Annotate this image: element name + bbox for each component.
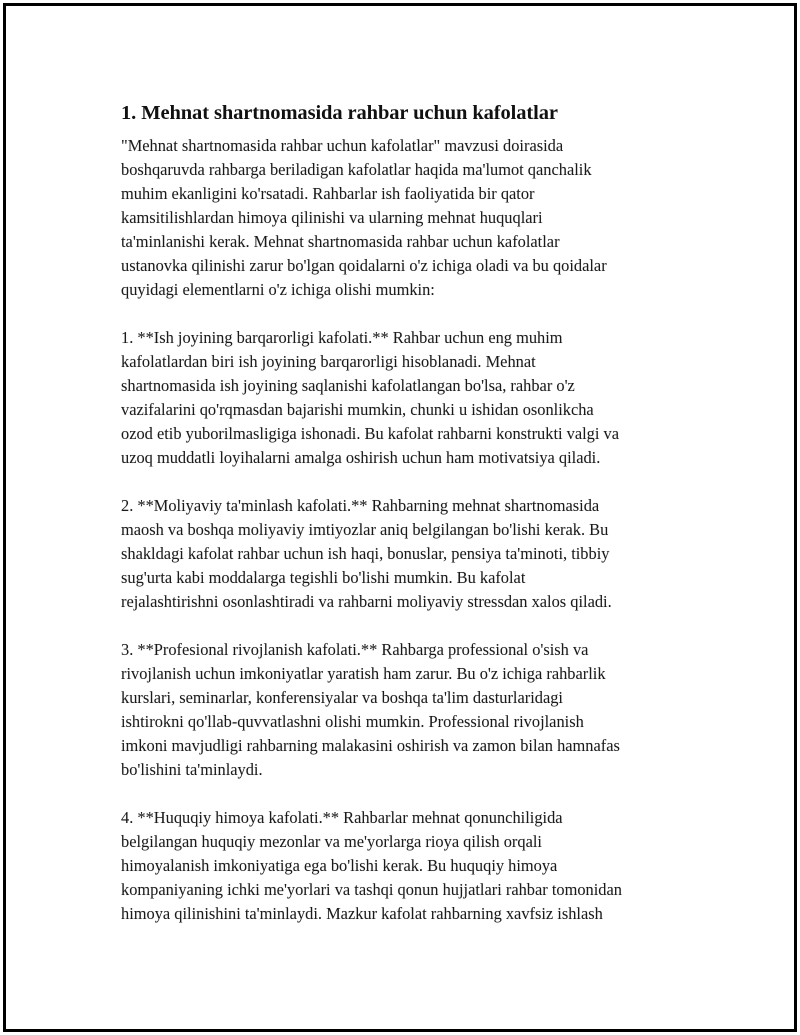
paragraph-line: 4. **Huquqiy himoya kafolati.** Rahbarlar mehnat qonunchiligida: [121, 808, 563, 827]
professional-development-paragraph: [121, 638, 701, 782]
paragraph-line: kafolatlardan biri ish joyining barqarorligi hisoblanadi. Mehnat: [121, 352, 536, 371]
paragraph-line: muhim ekanligini ko'rsatadi. Rahbarlar ish faoliyatida bir qator: [121, 184, 535, 203]
paragraph-line: ta'minlanishi kerak. Mehnat shartnomasida rahbar uchun kafolatlar: [121, 232, 560, 251]
job-stability-paragraph: [121, 326, 701, 470]
paragraph-line: 2. **Moliyaviy ta'minlash kafolati.** Rahbarning mehnat shartnomasida: [121, 496, 600, 515]
paragraph-line: himoyalanish imkoniyatiga ega bo'lishi kerak. Bu huquqiy himoya: [121, 856, 558, 875]
paragraph-line: shartnomasida ish joyining saqlanishi kafolatlangan bo'lsa, rahbar o'z: [121, 376, 575, 395]
document-body: [121, 100, 701, 950]
paragraph-line: bo'lishini ta'minlaydi.: [121, 760, 263, 779]
paragraph-line: quyidagi elementlarni o'z ichiga olishi mumkin:: [121, 280, 435, 299]
paragraph-line: kompaniyaning ichki me'yorlari va tashqi qonun hujjatlari rahbar tomonidan: [121, 880, 622, 899]
page-frame: [3, 3, 797, 1032]
paragraph-line: ozod etib yuborilmasligiga ishonadi. Bu kafolat rahbarni konstrukti valgi va: [121, 424, 619, 443]
document-title: 1. Mehnat shartnomasida rahbar uchun kafolatlar: [121, 102, 558, 124]
paragraph-line: sug'urta kabi moddalarga tegishli bo'lishi mumkin. Bu kafolat: [121, 568, 526, 587]
paragraph-line: 3. **Profesional rivojlanish kafolati.** Rahbarga professional o'sish va: [121, 640, 589, 659]
paragraph-line: vazifalarini qo'rqmasdan bajarishi mumkin, chunki u ishidan osonlikcha: [121, 400, 594, 419]
intro-paragraph: [121, 134, 701, 302]
paragraph-line: "Mehnat shartnomasida rahbar uchun kafolatlar" mavzusi doirasida: [121, 136, 564, 155]
paragraph-line: uzoq muddatli loyihalarni amalga oshirish uchun ham motivatsiya qiladi.: [121, 448, 601, 467]
paragraph-line: ustanovka qilinishi zarur bo'lgan qoidalarni o'z ichiga oladi va bu qoidalar: [121, 256, 607, 275]
paragraph-line: boshqaruvda rahbarga beriladigan kafolatlar haqida ma'lumot qanchalik: [121, 160, 592, 179]
paragraph-line: rivojlanish uchun imkoniyatlar yaratish ham zarur. Bu o'z ichiga rahbarlik: [121, 664, 606, 683]
paragraph-line: himoya qilinishini ta'minlaydi. Mazkur kafolat rahbarning xavfsiz ishlash: [121, 904, 603, 923]
paragraph-line: belgilangan huquqiy mezonlar va me'yorlarga rioya qilish orqali: [121, 832, 542, 851]
paragraph-line: rejalashtirishni osonlashtiradi va rahbarni moliyaviy stressdan xalos qiladi.: [121, 592, 612, 611]
paragraph-line: imkoni mavjudligi rahbarning malakasini oshirish va zamon bilan hamnafas: [121, 736, 620, 755]
paragraph-line: 1. **Ish joyining barqarorligi kafolati.** Rahbar uchun eng muhim: [121, 328, 563, 347]
paragraph-line: ishtirokni qo'llab-quvvatlashni olishi mumkin. Professional rivojlanish: [121, 712, 584, 731]
paragraph-line: kurslari, seminarlar, konferensiyalar va boshqa ta'lim dasturlaridagi: [121, 688, 563, 707]
paragraph-line: shakldagi kafolat rahbar uchun ish haqi, bonuslar, pensiya ta'minoti, tibbiy: [121, 544, 610, 563]
financial-guarantee-paragraph: [121, 494, 701, 614]
paragraph-line: kamsitilishlardan himoya qilinishi va ularning mehnat huquqlari: [121, 208, 543, 227]
paragraph-line: maosh va boshqa moliyaviy imtiyozlar aniq belgilangan bo'lishi kerak. Bu: [121, 520, 609, 539]
legal-protection-paragraph: [121, 806, 701, 926]
